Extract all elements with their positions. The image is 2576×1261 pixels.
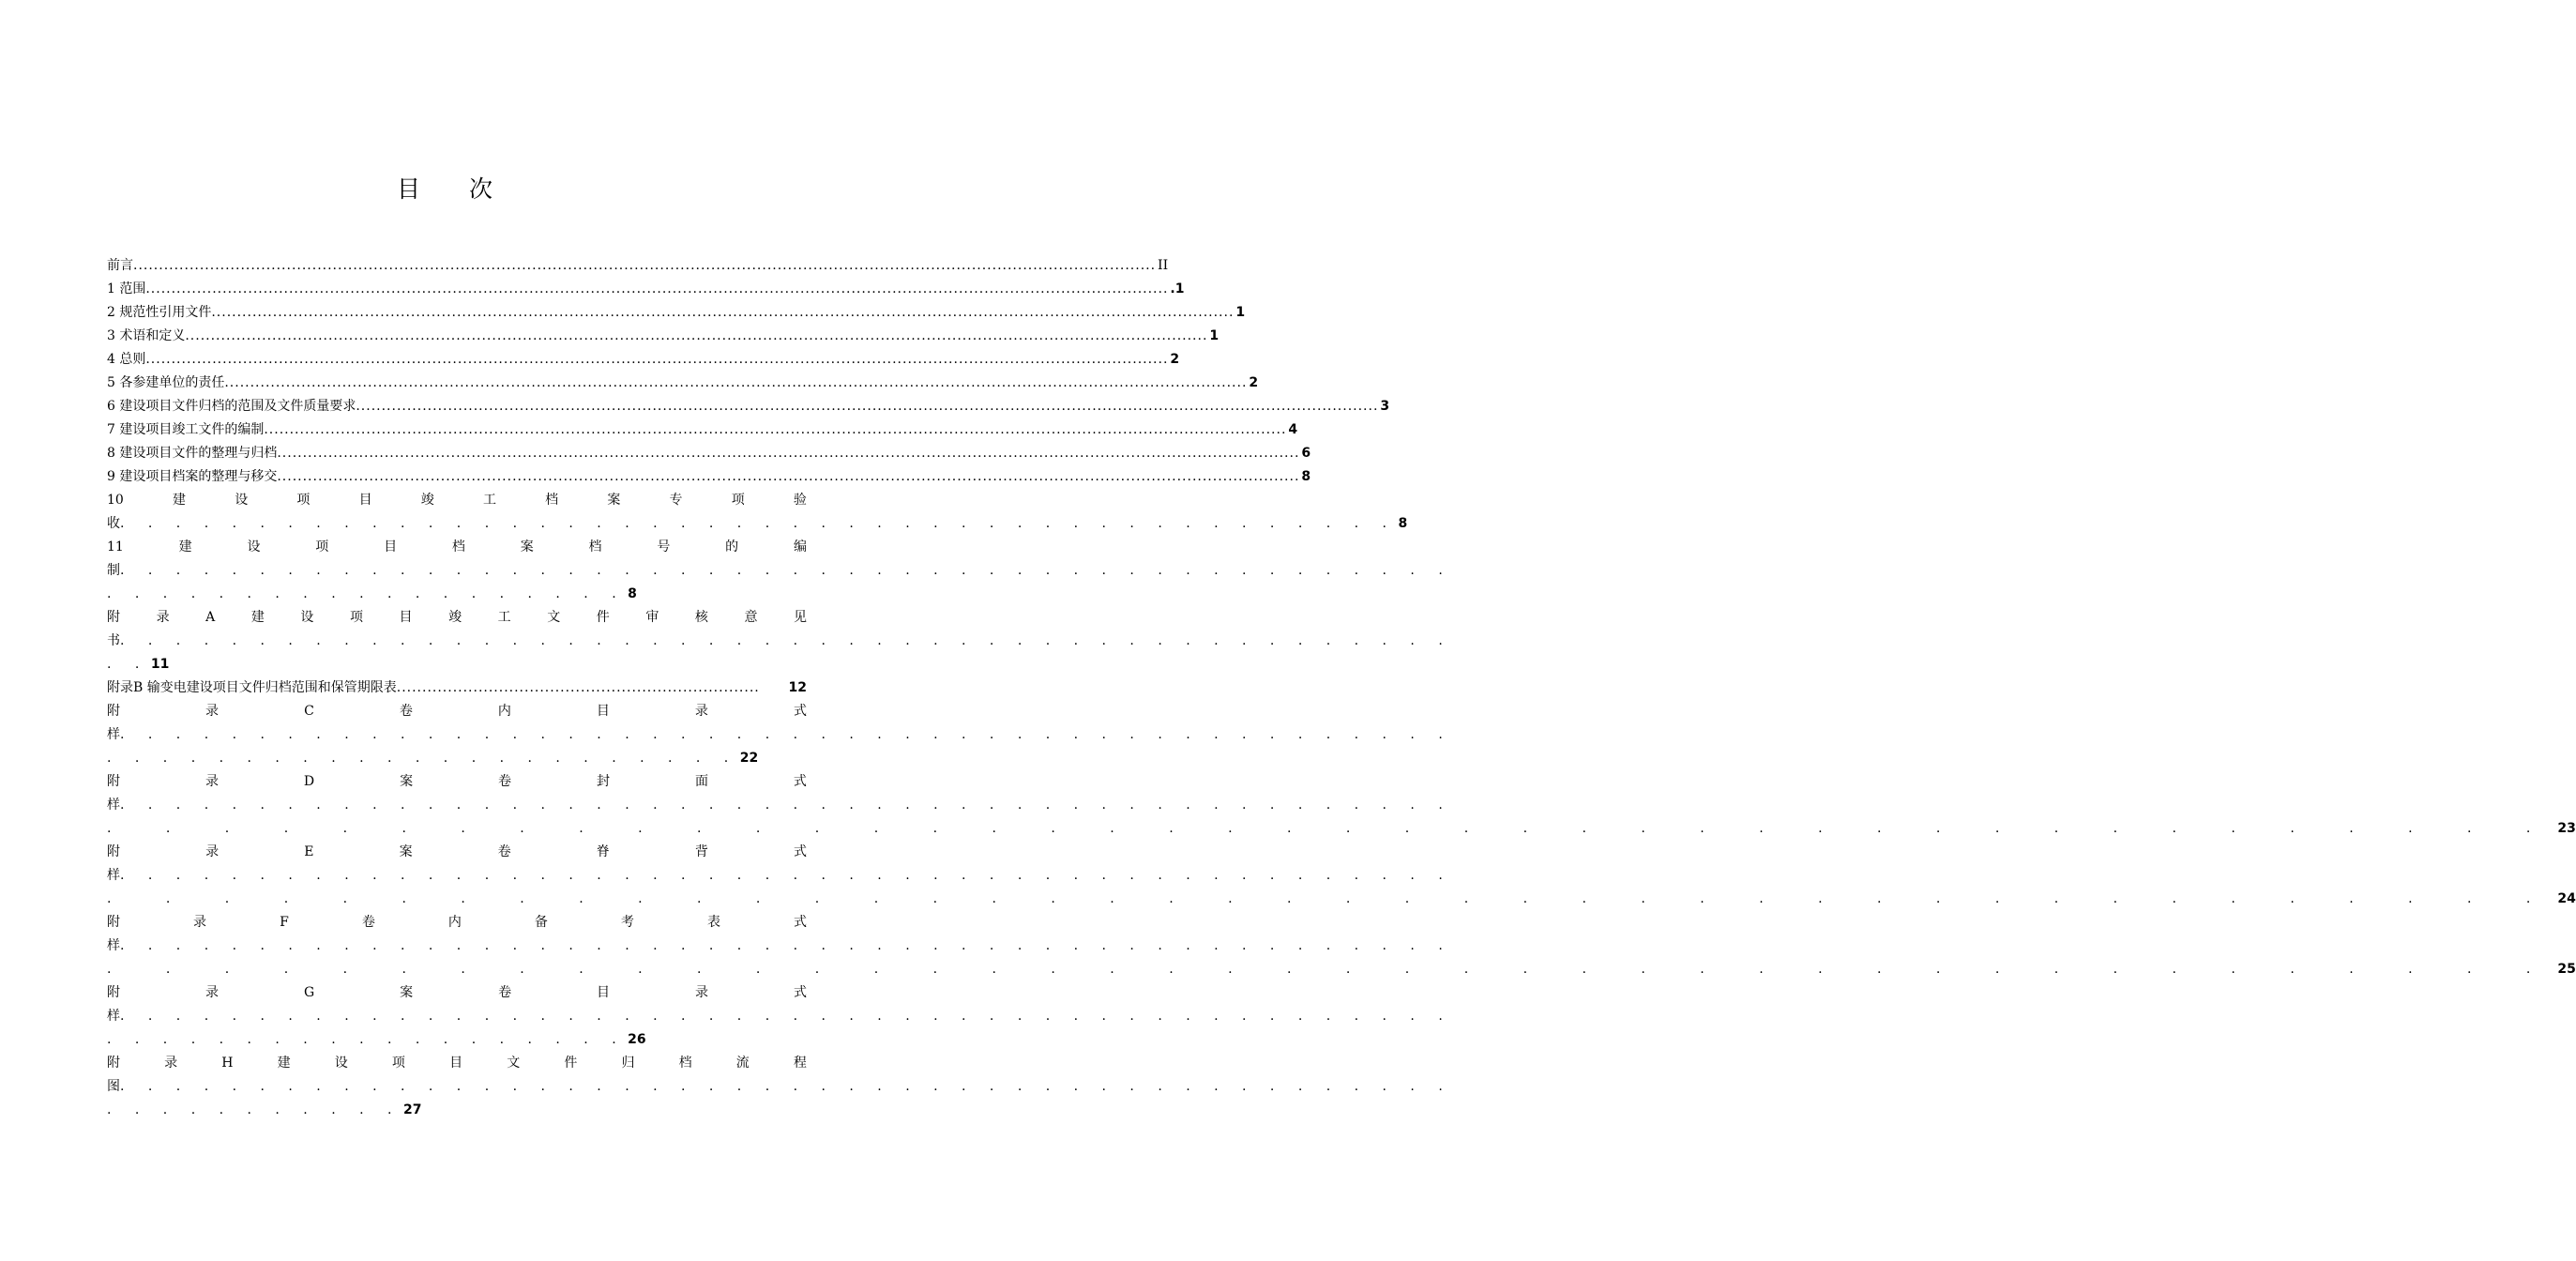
toc-word: 式 <box>793 704 807 719</box>
toc-word: 附 <box>107 774 120 789</box>
toc-word: 设 <box>247 539 261 555</box>
toc-word: 建 <box>178 539 192 555</box>
toc-entry-title: 3 术语和定义 <box>107 328 186 343</box>
toc-word: 意 <box>744 610 758 625</box>
toc-word: 工 <box>482 493 496 508</box>
toc-word: 竣 <box>420 493 434 508</box>
toc-word: 归 <box>621 1056 635 1071</box>
toc-word: 录 <box>205 774 219 789</box>
toc-word: 卷 <box>361 915 375 930</box>
page-number: 24 <box>2557 891 2576 906</box>
toc-entry[interactable] <box>107 372 1259 395</box>
toc-word: 目 <box>399 610 413 625</box>
dot-leader: ........................................................................................................................................................................................................ <box>145 281 1169 296</box>
toc-word: 核 <box>694 610 708 625</box>
toc-word: 项 <box>349 610 363 625</box>
toc-word: 录 <box>156 610 170 625</box>
toc-entry-title: 7 建设项目竣工文件的编制 <box>107 422 265 437</box>
page-number: 1 <box>1235 305 1246 320</box>
toc-word: 建 <box>250 610 265 625</box>
toc-word: 审 <box>645 610 659 625</box>
toc-entry-appendix-e-tail: 样 . . . . . . . . . . . . . . . . . . . . . . . . . . . . . . . . . . . . . . . . . . . . . . . . <box>107 868 1453 883</box>
toc-entry-appendix-a-words[interactable] <box>107 606 807 630</box>
toc-word: 流 <box>735 1056 750 1071</box>
toc-word: 设 <box>235 493 249 508</box>
toc-word: 设 <box>300 610 314 625</box>
toc-entry[interactable] <box>107 254 1169 278</box>
toc-word: 专 <box>669 493 683 508</box>
toc-word: 文 <box>507 1056 521 1071</box>
toc-word: 档 <box>545 493 559 508</box>
toc-word: 案 <box>400 774 414 789</box>
toc-word: 录 <box>205 985 219 1000</box>
toc-entry[interactable] <box>107 301 1246 325</box>
toc-entry-appendix-c-tail: 样 . . . . . . . . . . . . . . . . . . . . . . . . . . . . . . . . . . . . . . . . . . . . . . . . <box>107 727 1453 742</box>
toc-entry-title: 1 范围 <box>107 281 146 296</box>
toc-entry-10-tail: 收 . . . . . . . . . . . . . . . . . . . . . . . . . . . . . . . . . . . . . . . . . . . . . . 8 <box>107 512 807 536</box>
toc-entry[interactable] <box>107 278 1185 301</box>
toc-word: 目 <box>596 704 610 719</box>
toc-word: 档 <box>678 1056 692 1071</box>
toc-entry[interactable] <box>107 465 1311 489</box>
dot-leader: ........................................................................................................................................................................................................ <box>133 258 1157 273</box>
toc-word: 卷 <box>399 704 413 719</box>
toc-word: 录 <box>694 704 708 719</box>
toc-word: 档 <box>588 539 602 555</box>
toc-entry-appendix-c-page-line: . . . . . . . . . . . . . . . . . . . . . . . 22 <box>107 751 759 766</box>
page-number: 8 <box>1398 516 1408 531</box>
toc-word: 附 <box>107 844 120 859</box>
toc-word: 考 <box>620 915 634 930</box>
toc-word: E <box>304 844 314 859</box>
toc-entry-appendix-d-page-line: . . . . . . . . . . . . . . . . . . . . . . . . . . . . . . . . . . . . . . . . . . 23 <box>107 817 807 841</box>
toc-word: 案 <box>399 844 413 859</box>
toc-entry[interactable] <box>107 395 1390 418</box>
dot-leader: ........................................................................................................................................................................................................ <box>264 422 1287 437</box>
toc-entry-11-tail: 制 . . . . . . . . . . . . . . . . . . . . . . . . . . . . . . . . . . . . . . . . . . . . . . . . <box>107 563 1453 578</box>
toc-word: 卷 <box>498 985 512 1000</box>
toc-word: 目 <box>597 985 611 1000</box>
toc-word: 备 <box>534 915 548 930</box>
toc-word: 设 <box>334 1056 348 1071</box>
toc-entry-title: 2 规范性引用文件 <box>107 305 212 320</box>
toc-word: 式 <box>793 985 807 1000</box>
toc-entry-appendix-b[interactable]: 附录B 输变电建设项目文件归档范围和保管期限表 ....................................................................... 12 <box>107 676 807 700</box>
toc-entry-title: 4 总则 <box>107 352 146 367</box>
toc-word: 式 <box>793 774 807 789</box>
toc-word: 验 <box>793 493 807 508</box>
dot-leader: ........................................................................................................................................................................................................ <box>185 328 1208 343</box>
toc-word: 录 <box>205 704 220 719</box>
page-number: 11 <box>150 657 170 672</box>
toc-word: 10 <box>107 493 124 508</box>
toc-word: 附 <box>107 610 120 625</box>
toc-word: 式 <box>794 844 807 859</box>
toc-word: 目 <box>358 493 372 508</box>
page-number: 1 <box>1209 328 1220 343</box>
page-number: 2 <box>1249 375 1259 390</box>
toc-word: 录 <box>695 985 708 1000</box>
toc-entry-11-page-line: . . . . . . . . . . . . . . . . . . . 8 <box>107 586 637 601</box>
toc-entry-title: 5 各参建单位的责任 <box>107 375 225 390</box>
toc-word: F <box>280 915 289 930</box>
toc-entry-appendix-a-tail: 书 . . . . . . . . . . . . . . . . . . . . . . . . . . . . . . . . . . . . . . . . . . . . . . . . <box>107 633 1453 648</box>
toc-entry-appendix-e-words[interactable] <box>107 841 807 864</box>
toc-entry-10-words[interactable] <box>107 489 807 512</box>
toc-word: 脊 <box>596 844 610 859</box>
dot-leader: ........................................................................................................................................................................................................ <box>356 399 1379 414</box>
page-number: 8 <box>628 586 637 601</box>
toc-word: H <box>221 1056 234 1071</box>
toc-entry[interactable] <box>107 348 1180 372</box>
page-number: 23 <box>2557 821 2576 836</box>
toc-word: 11 <box>107 539 124 555</box>
toc-entry-appendix-h-tail: 图 . . . . . . . . . . . . . . . . . . . . . . . . . . . . . . . . . . . . . . . . . . . . . . . . <box>107 1079 1453 1094</box>
toc-word: 式 <box>793 915 807 930</box>
toc-word: 建 <box>173 493 187 508</box>
toc-entry-appendix-g-tail: 样 . . . . . . . . . . . . . . . . . . . . . . . . . . . . . . . . . . . . . . . . . . . . . . . . <box>107 1009 1453 1024</box>
page-number: 6 <box>1301 446 1311 461</box>
toc-word: 项 <box>391 1056 405 1071</box>
toc-word: 目 <box>384 539 398 555</box>
toc-word: 附 <box>107 704 120 719</box>
toc-entry-appendix-d-tail: 样 . . . . . . . . . . . . . . . . . . . . . . . . . . . . . . . . . . . . . . . . . . . . . . . . <box>107 798 1453 813</box>
toc-word: C <box>304 704 314 719</box>
toc-word: 录 <box>205 844 220 859</box>
toc-word: 卷 <box>497 844 511 859</box>
toc-word: 附 <box>107 915 120 930</box>
page-number: 4 <box>1288 422 1298 437</box>
toc-word: 案 <box>400 985 414 1000</box>
toc-word: 号 <box>657 539 671 555</box>
toc-entry[interactable] <box>107 442 1311 465</box>
toc-entry[interactable] <box>107 418 1298 442</box>
toc-entry-title: 前言 <box>107 258 133 273</box>
toc-word: 项 <box>296 493 311 508</box>
toc-word: 案 <box>520 539 534 555</box>
toc-word: 项 <box>731 493 745 508</box>
page-number: 8 <box>1301 469 1311 484</box>
toc-entry-appendix-g-words[interactable] <box>107 981 807 1005</box>
page-number: 26 <box>628 1032 646 1047</box>
toc-entry[interactable] <box>107 325 1220 348</box>
dot-leader: ........................................................................................................................................................................................................ <box>211 305 1235 320</box>
page-number: 2 <box>1170 352 1180 367</box>
toc-word: G <box>303 985 315 1000</box>
toc-entry-appendix-d-words[interactable] <box>107 770 807 794</box>
toc-word: 附 <box>107 1056 120 1071</box>
toc-word: 建 <box>277 1056 291 1071</box>
toc-word: 竣 <box>448 610 462 625</box>
toc-entry-title: 6 建设项目文件归档的范围及文件质量要求 <box>107 399 356 414</box>
toc-word: A <box>205 610 216 625</box>
toc-word: 件 <box>564 1056 578 1071</box>
toc-entry-appendix-f-words[interactable] <box>107 911 807 934</box>
toc-word: 程 <box>793 1056 807 1071</box>
toc-word: D <box>303 774 315 789</box>
toc-word: 工 <box>497 610 511 625</box>
toc-entry-11-words[interactable] <box>107 536 807 559</box>
dot-leader: ........................................................................................................................................................................................................ <box>277 469 1300 484</box>
toc-entry-title: 8 建设项目文件的整理与归档 <box>107 446 278 461</box>
toc-entry-appendix-f-tail: 样 . . . . . . . . . . . . . . . . . . . . . . . . . . . . . . . . . . . . . . . . . . . . . . . . <box>107 938 1453 953</box>
toc-word: 目 <box>449 1056 463 1071</box>
toc-entry-appendix-e-page-line: . . . . . . . . . . . . . . . . . . . . . . . . . . . . . . . . . . . . . . . . . . 24 <box>107 888 807 911</box>
toc-word: 封 <box>597 774 610 789</box>
toc-word: 录 <box>193 915 207 930</box>
dot-leader: ........................................................................................................................................................................................................ <box>224 375 1248 390</box>
toc-entry-title: 9 建设项目档案的整理与移交 <box>107 469 278 484</box>
page-number: II <box>1158 258 1169 273</box>
toc-entry-appendix-h-page-line: . . . . . . . . . . . 27 <box>107 1102 422 1117</box>
toc-word: 卷 <box>498 774 512 789</box>
toc-entry-appendix-c-words[interactable] <box>107 700 807 723</box>
toc-word: 文 <box>547 610 561 625</box>
toc-word: 面 <box>694 774 708 789</box>
page-title <box>0 171 891 205</box>
page-number: 12 <box>788 680 807 695</box>
dot-leader: ........................................................................................................................................................................................................ <box>277 446 1300 461</box>
toc-word: 案 <box>607 493 621 508</box>
page-number: .1 <box>1170 281 1185 296</box>
toc-word: 见 <box>794 610 807 625</box>
dot-leader: ........................................................................................................................................................................................................ <box>145 352 1169 367</box>
toc-entry-appendix-g-page-line: . . . . . . . . . . . . . . . . . . . 26 <box>107 1032 646 1047</box>
page-number: 27 <box>402 1102 422 1117</box>
toc-entry-appendix-f-page-line: . . . . . . . . . . . . . . . . . . . . . . . . . . . . . . . . . . . . . . . . . . 25 <box>107 958 807 981</box>
toc-word: 项 <box>315 539 329 555</box>
toc-word: 的 <box>725 539 739 555</box>
page-number: 22 <box>739 751 759 766</box>
toc-word: 件 <box>596 610 610 625</box>
table-of-contents <box>107 254 2576 1122</box>
title-char-2: 次 <box>469 175 495 203</box>
page-number: 25 <box>2557 962 2576 977</box>
page-number: 3 <box>1380 399 1390 414</box>
toc-word: 录 <box>164 1056 178 1071</box>
title-char-1: 目 <box>396 175 422 203</box>
toc-word: 档 <box>451 539 465 555</box>
toc-word: 背 <box>694 844 708 859</box>
toc-entry-appendix-h-words[interactable] <box>107 1052 807 1075</box>
toc-word: 表 <box>706 915 720 930</box>
toc-entry-appendix-a-page-line: . . 11 <box>107 657 170 672</box>
toc-word: 内 <box>447 915 462 930</box>
toc-word: 内 <box>497 704 511 719</box>
toc-word: 附 <box>107 985 120 1000</box>
toc-word: 编 <box>793 539 807 555</box>
